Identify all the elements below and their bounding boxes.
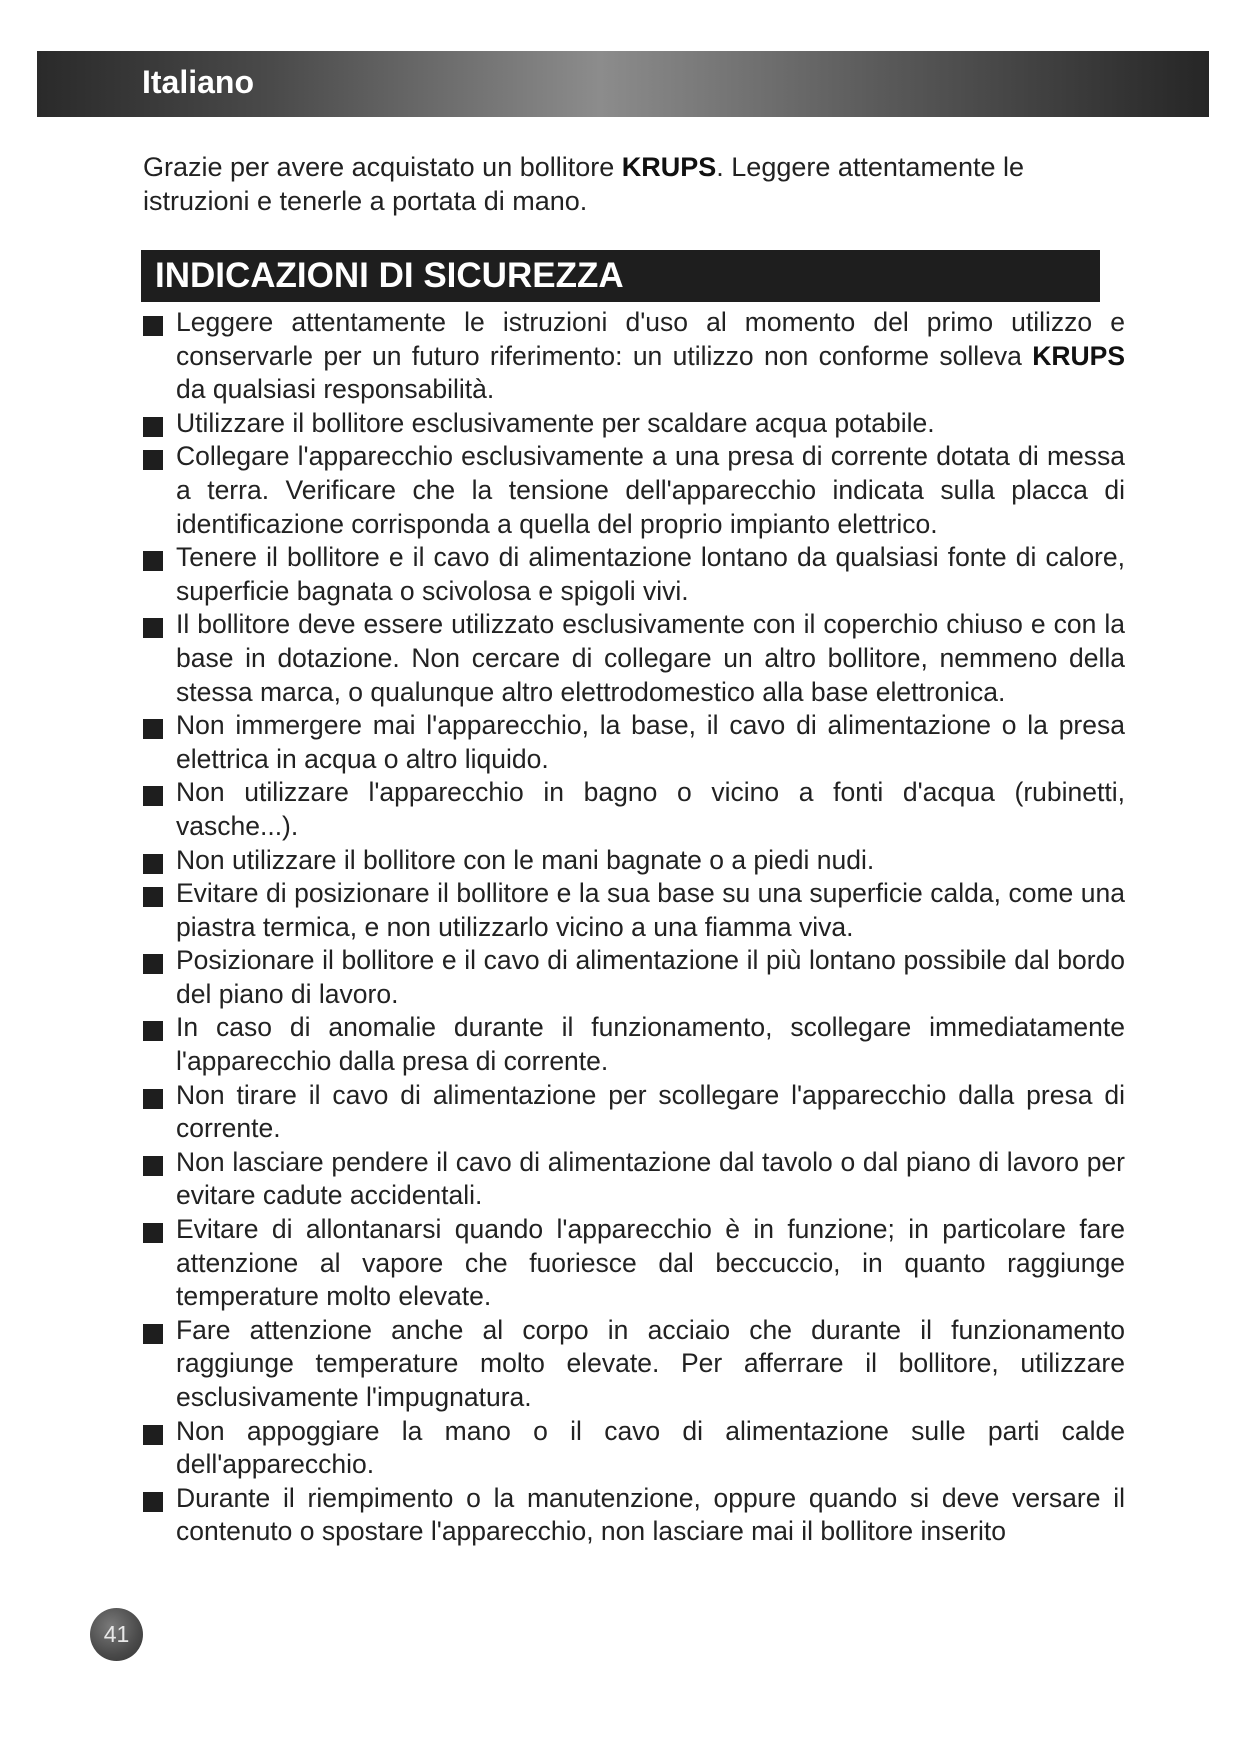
- safety-rules-list: [143, 306, 1125, 1549]
- square-bullet-icon: [143, 417, 163, 437]
- rule-text: Durante il riempimento o la manutenzione, oppure quando si deve versare il contenuto o spostare l'apparecchio, non lasciare mai il bollitore inserito: [176, 1482, 1125, 1547]
- square-bullet-icon: [143, 1425, 163, 1445]
- safety-rule-item: [143, 608, 1125, 709]
- rule-text: Non tirare il cavo di alimentazione per scollegare l'apparecchio dalla presa di corrente.: [176, 1079, 1125, 1144]
- safety-rule-item: [143, 776, 1125, 843]
- safety-rule-item: [143, 844, 1125, 878]
- rule-text: Non immergere mai l'apparecchio, la base, il cavo di alimentazione o la presa elettrica in acqua o altro liquido.: [176, 710, 1125, 774]
- intro-paragraph: [143, 150, 1123, 218]
- safety-rule-item: [143, 1079, 1125, 1146]
- rule-text: Collegare l'apparecchio esclusivamente a una presa di corrente dotata di messa a terra. Verificare che la tensione dell'apparecchio indicata sulla placca di identificazione corrisponda a quella del proprio impianto elettrico.: [176, 441, 1125, 539]
- rule-text: In caso di anomalie durante il funzionamento, scollegare immediatamente l'apparecchio dalla presa di corrente.: [176, 1012, 1125, 1077]
- section-title: INDICAZIONI DI SICUREZZA: [155, 256, 624, 295]
- safety-rule-item: [143, 1314, 1125, 1415]
- safety-rule-item: [143, 944, 1125, 1011]
- square-bullet-icon: [143, 887, 163, 907]
- intro-brand: KRUPS: [621, 152, 717, 182]
- rule-text: Non lasciare pendere il cavo di alimentazione dal tavolo o dal piano di lavoro per evitare cadute accidentali.: [176, 1146, 1125, 1211]
- safety-section-header: [141, 250, 1100, 302]
- square-bullet-icon: [143, 954, 163, 974]
- square-bullet-icon: [143, 1223, 163, 1243]
- rule-text: Il bollitore deve essere utilizzato esclusivamente con il coperchio chiuso e con la base in dotazione. Non cercare di collegare un altro bollitore, nemmeno della stessa marca, o qualunque altro elettrodomestico alla base elettronica.: [176, 609, 1125, 707]
- square-bullet-icon: [143, 719, 163, 739]
- rule-text: Evitare di allontanarsi quando l'apparecchio è in funzione; in particolare fare attenzione al vapore che fuoriesce dal beccuccio, in quanto raggiunge temperature molto elevate.: [176, 1214, 1125, 1312]
- rule-text: Non utilizzare il bollitore con le mani bagnate o a piedi nudi.: [176, 844, 875, 875]
- safety-rule-item: [143, 306, 1125, 407]
- safety-rule-item: [143, 440, 1125, 541]
- language-title: Italiano: [142, 64, 255, 100]
- page-number-badge: 41: [90, 1608, 143, 1661]
- square-bullet-icon: [143, 1021, 163, 1041]
- rule-text-after: da qualsiasi responsabilità.: [176, 374, 495, 405]
- square-bullet-icon: [143, 854, 163, 874]
- safety-rule-item: [143, 877, 1125, 944]
- rule-text: Tenere il bollitore e il cavo di alimentazione lontano da qualsiasi fonte di calore, superficie bagnata o scivolosa e spigoli vivi.: [176, 542, 1125, 606]
- safety-rule-item: [143, 709, 1125, 776]
- square-bullet-icon: [143, 551, 163, 571]
- language-header-bar: [37, 51, 1209, 117]
- rule-text-before: Leggere attentamente le istruzioni d'uso al momento del primo utilizzo e conservarle per un futuro riferimento: un utilizzo non conforme solleva: [176, 307, 1125, 371]
- safety-rule-item: [143, 1146, 1125, 1213]
- square-bullet-icon: [143, 1492, 163, 1512]
- square-bullet-icon: [143, 1156, 163, 1176]
- rule-text: Evitare di posizionare il bollitore e la sua base su una superficie calda, come una piastra termica, e non utilizzarlo vicino a una fiamma viva.: [176, 878, 1125, 942]
- rule-text: Fare attenzione anche al corpo in acciaio che durante il funzionamento raggiunge temperature molto elevate. Per afferrare il bollitore, utilizzare esclusivamente l'impugnatura.: [176, 1314, 1125, 1412]
- rule-text: Non appoggiare la mano o il cavo di alimentazione sulle parti calde dell'apparecchio.: [176, 1415, 1125, 1480]
- square-bullet-icon: [143, 450, 163, 470]
- rule-text: Utilizzare il bollitore esclusivamente per scaldare acqua potabile.: [176, 407, 935, 438]
- intro-text-after: . Leggere attentamente le istruzioni e tenerle a portata di mano.: [143, 152, 1024, 216]
- square-bullet-icon: [143, 786, 163, 806]
- rule-text: Posizionare il bollitore e il cavo di alimentazione il più lontano possibile dal bordo del piano di lavoro.: [176, 945, 1125, 1009]
- safety-rule-item: [143, 1482, 1125, 1549]
- square-bullet-icon: [143, 1324, 163, 1344]
- safety-rule-item: [143, 1011, 1125, 1078]
- rule-brand: KRUPS: [1032, 340, 1125, 371]
- square-bullet-icon: [143, 316, 163, 336]
- safety-rule-item: [143, 1415, 1125, 1482]
- safety-rule-item: [143, 541, 1125, 608]
- rule-text: Non utilizzare l'apparecchio in bagno o vicino a fonti d'acqua (rubinetti, vasche...).: [176, 777, 1125, 841]
- intro-text-before: Grazie per avere acquistato un bollitore: [143, 152, 622, 182]
- square-bullet-icon: [143, 618, 163, 638]
- safety-rule-item: [143, 1213, 1125, 1314]
- safety-rule-item: [143, 407, 1125, 441]
- square-bullet-icon: [143, 1089, 163, 1109]
